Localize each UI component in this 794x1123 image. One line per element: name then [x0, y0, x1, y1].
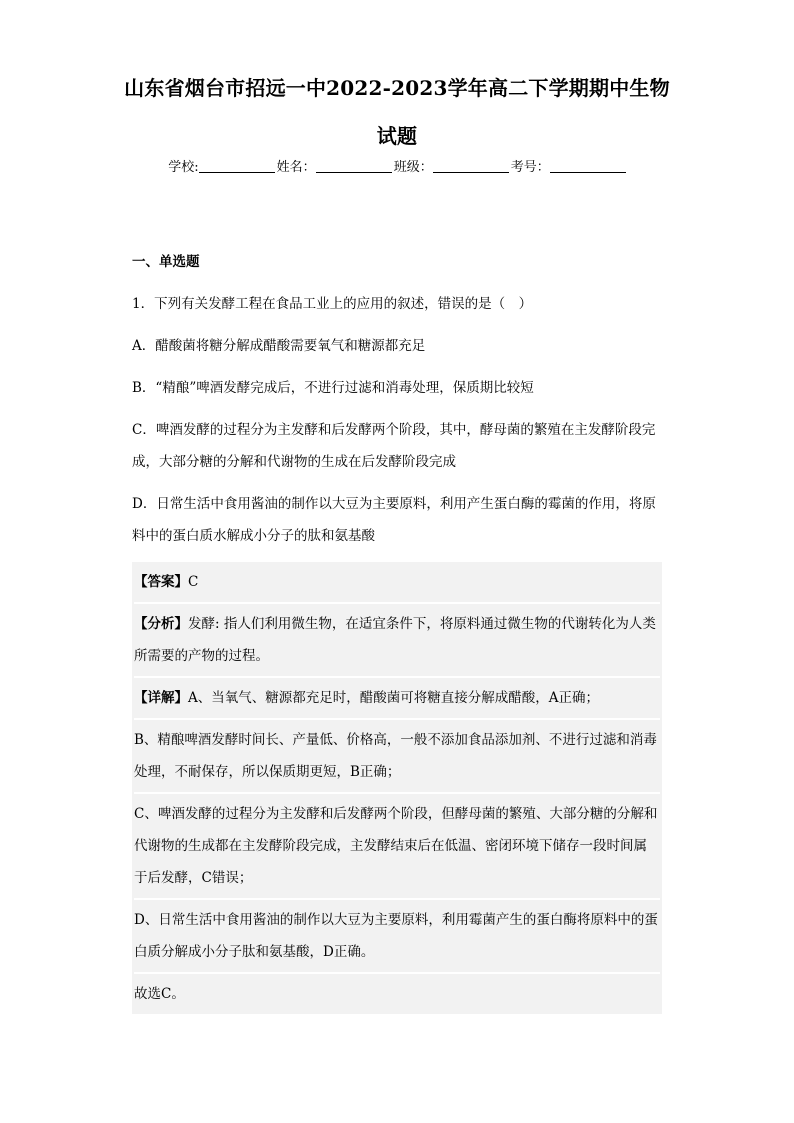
option-a: A．醋酸菌将糖分解成醋酸需要氧气和糖源都充足 — [132, 338, 426, 354]
analysis-text: 发酵: 指人们利用微生物，在适宜条件下，将原料通过微生物的代谢转化为人类所需要的产物的过程。 — [134, 616, 656, 664]
class-field — [394, 158, 509, 178]
class-label: 班级： — [393, 160, 433, 175]
title-line-2: 试题 — [376, 124, 418, 148]
analysis-tag: 【分析】 — [134, 616, 188, 632]
name-field — [277, 158, 392, 178]
detail-tag: 【详解】 — [134, 690, 188, 706]
detail-a-text: A、当氧气、糖源都充足时，醋酸菌可将糖直接分解成醋酸，A正确； — [188, 690, 599, 706]
document-title — [0, 64, 794, 160]
student-info-fields — [0, 158, 794, 178]
answer-text: C — [188, 574, 199, 590]
question-content — [132, 246, 662, 1014]
exam-number-label: 考号： — [510, 160, 550, 175]
section-title: 一、单选题 — [132, 254, 200, 270]
option-b: B．“精酿”啤酒发酵完成后，不进行过滤和消毒处理，保质期比较短 — [132, 380, 534, 396]
name-label: 姓名： — [276, 160, 316, 175]
exam-number-blank[interactable] — [550, 158, 626, 173]
exam-number-field — [511, 158, 626, 178]
option-d: D．日常生活中食用酱油的制作以大豆为主要原料，利用产生蛋白酶的霉菌的作用，将原料中的蛋白质水解成小分子的肽和氨基酸 — [132, 496, 656, 544]
conclusion-line: 故选C。 — [134, 986, 185, 1002]
question-stem: 1．下列有关发酵工程在食品工业上的应用的叙述，错误的是（ ） — [132, 296, 533, 312]
detail-c-line: C、啤酒发酵的过程分为主发酵和后发酵两个阶段，但酵母菌的繁殖、大部分糖的分解和代谢物的生成都在主发酵阶段完成，主发酵结束后在低温、密闭环境下储存一段时间属于后发酵，C错误； — [134, 794, 660, 900]
school-label: 学校: — [168, 160, 199, 175]
school-field — [168, 158, 274, 178]
answer-line — [134, 562, 660, 604]
detail-d-line: D、日常生活中食用酱油的制作以大豆为主要原料，利用霉菌产生的蛋白酶将原料中的蛋白质分解成小分子肽和氨基酸，D正确。 — [134, 900, 660, 974]
title-line-1: 山东省烟台市招远一中2022-2023学年高二下学期期中生物 — [124, 76, 670, 100]
solution-block — [132, 562, 662, 1014]
school-blank[interactable] — [199, 158, 275, 173]
detail-b-line: B、精酿啤酒发酵时间长、产量低、价格高，一般不添加食品添加剂、不进行过滤和消毒处理，不耐保存，所以保质期更短，B正确； — [134, 720, 660, 794]
answer-tag: 【答案】 — [134, 574, 188, 590]
class-blank[interactable] — [433, 158, 509, 173]
analysis-line — [134, 604, 660, 678]
option-c: C．啤酒发酵的过程分为主发酵和后发酵两个阶段，其中，酵母菌的繁殖在主发酵阶段完成，大部分糖的分解和代谢物的生成在后发酵阶段完成 — [132, 422, 656, 470]
name-blank[interactable] — [316, 158, 392, 173]
detail-a-line — [134, 678, 660, 720]
